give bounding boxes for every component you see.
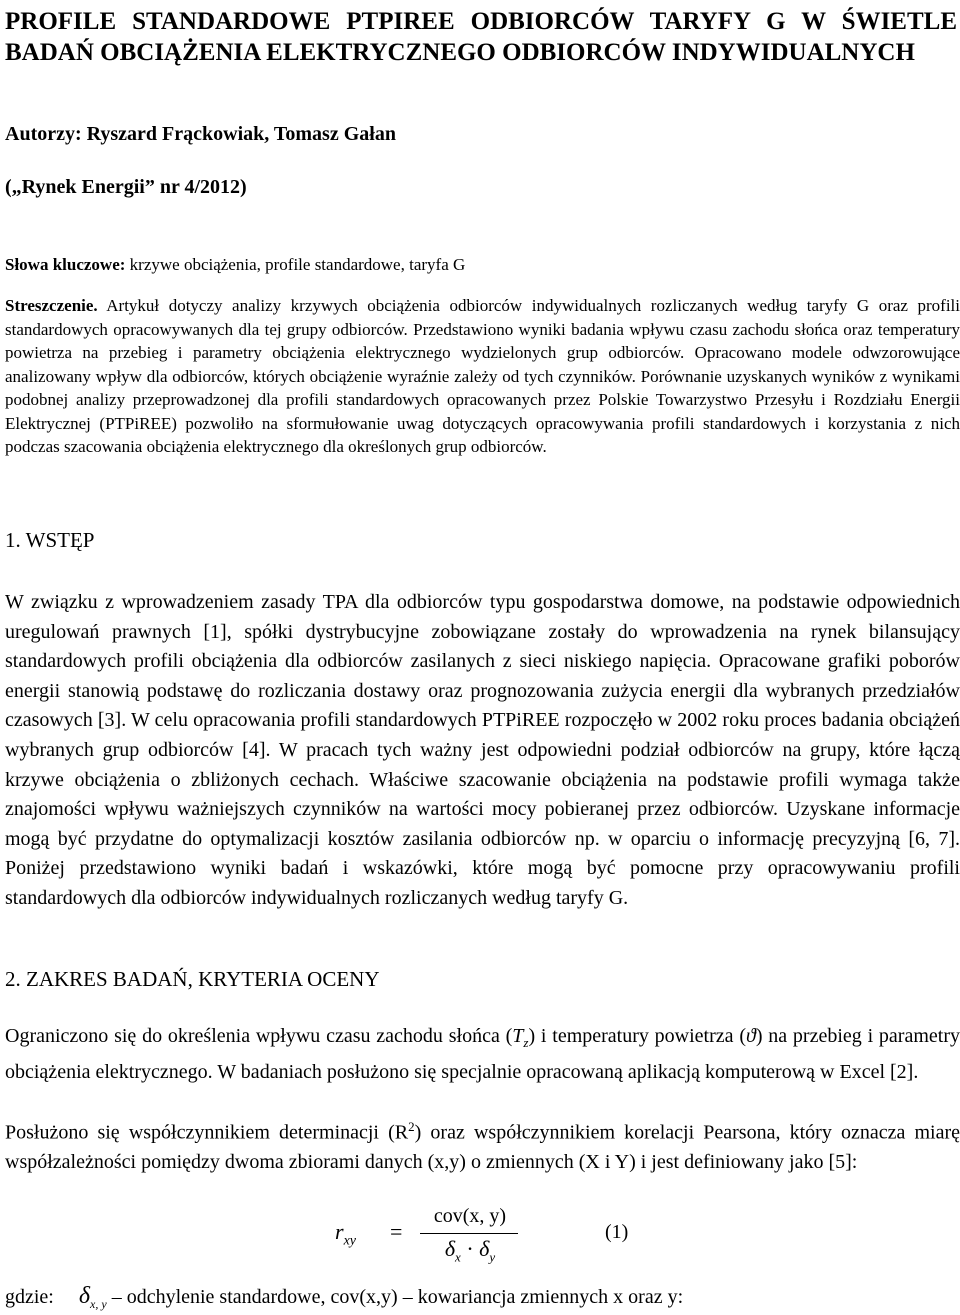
abstract-label: Streszczenie. <box>5 296 98 315</box>
s2p2-text-b: ) oraz współczynnikiem korelacji Pearsona, który oznacza miarę współzależności pomiędzy dwoma zbiorami danych (x,y) o zmiennych (X i Y) i jest definiowany jako [5]: <box>5 1121 960 1174</box>
section-2-heading: 2. ZAKRES BADAŃ, KRYTERIA OCENY <box>5 967 380 991</box>
formula-lhs <box>335 1219 356 1249</box>
tz-subscript: z <box>523 1035 529 1050</box>
section-1-paragraph: W związku z wprowadzeniem zasady TPA dla odbiorców typu gospodarstwa domowe, na podstawie odpowiednich uregulowań prawnych [1], spółki dystrybucyjne zobowiązane zostały do wprowadzenia na rynek bilansujący standardowych profili obciążenia dla odbiorców zasilanych z sieci niskiego napięcia. Opracowane grafiki poborów energii stanowią podstawę do rozliczania dostawy oraz prognozowania zużycia energii dla wybranych przedziałów czasowych [3]. W celu opracowania profili standardowych PTPiREE rozpoczęło w 2002 roku proces badania obciążeń wybranych grup odbiorców [4]. W pracach tych ważny jest odpowiedni podział odbiorców na grupy, które łączą krzywe obciążenia o zbliżonych cechach. Właściwe szacowanie obciążenia na podstawie profili wymaga także znajomości wpływu ważniejszych czynników na wartości mocy pobieranej przez odbiorców. Uzyskane informacje mogą być przydatne do optymalizacji kosztów zasilania odbiorców np. w oparciu o informację precyzyjną [6, 7]. Poniżej przedstawiono wyniki badań i wskazówki, które mogą być pomocne przy opracowywaniu profili standardowych dla odbiorców indywidualnych rozliczanych według taryfy G. <box>5 591 960 909</box>
keywords-text: krzywe obciążenia, profile standardowe, taryfa G <box>125 255 466 274</box>
theta-symbol: ϑ <box>745 1025 756 1047</box>
abstract-paragraph <box>5 294 960 459</box>
fraction-bar <box>420 1233 518 1234</box>
where-delta-subscript: x, y <box>90 1297 107 1311</box>
tz-symbol: T <box>512 1025 524 1047</box>
s2p1-text-b: ) i temperatury powietrza ( <box>528 1025 746 1047</box>
formula-r-subscript: xy <box>343 1233 356 1249</box>
keywords-line <box>5 255 465 275</box>
s2p2-text-a: Posłużono się współczynnikiem determinacji (R <box>5 1121 409 1144</box>
section-2-paragraph-2 <box>5 1112 960 1178</box>
equation-number: (1) <box>605 1221 629 1243</box>
section-2-paragraph-1 <box>5 1022 960 1087</box>
formula-numerator: cov(x, y) <box>433 1205 507 1227</box>
r-squared-superscript: 2 <box>408 1119 415 1134</box>
formula-equals: = <box>390 1219 403 1244</box>
s2p1-text-a: Ograniczono się do określenia wpływu czasu zachodu słońca ( <box>5 1025 513 1047</box>
where-line <box>5 1283 683 1312</box>
paper-title: PROFILE STANDARDOWE PTPIREE ODBIORCÓW TARYFY G W ŚWIETLE BADAŃ OBCIĄŻENIA ELEKTRYCZNEGO ODBIORCÓW INDYWIDUALNYCH <box>5 8 957 66</box>
abstract-text: Artykuł dotyczy analizy krzywych obciążenia odbiorców indywidualnych rozliczanych według taryfy G oraz profili standardowych opracowywanych dla tej grupy odbiorców. Przedstawiono wyniki badania wpływu czasu zachodu słońca oraz temperatury powietrza na przebieg i parametry obciążenia elektrycznego wydzielonych grup odbiorców. Opracowano modele odwzorowujące analizowany wpływ dla odbiorców, których obciążenie wyraźnie zależy od tych czynników. Porównanie uzyskanych wyników z wynikami podobnej analizy przeprowadzonej dla profili standardowych opracowanych przez Polskie Towarzystwo Przesyłu i Rozdziału Energii Elektrycznej (PTPiREE) pozwoliło na sformułowanie uwag dotyczących opracowywania profili standardowych i korzystania z nich podczas szacowania obciążenia elektrycznego dla określonych grup odbiorców. <box>5 296 960 456</box>
source-line: („Rynek Energii” nr 4/2012) <box>5 176 247 198</box>
s2p1-text-c: ) na przebieg i parametry obciążenia elektrycznego. W badaniach posłużono się specjalnie opracowaną aplikacją komputerową w Excel [2]. <box>5 1025 960 1083</box>
section-1-heading: 1. WSTĘP <box>5 528 95 552</box>
den-sub-1: x <box>455 1249 461 1265</box>
formula-r: r <box>335 1219 344 1244</box>
den-sub-2: y <box>489 1249 496 1265</box>
den-dot: · <box>466 1236 474 1261</box>
where-prefix: gdzie: <box>5 1286 54 1308</box>
where-delta: δ <box>78 1283 91 1309</box>
keywords-label: Słowa kluczowe: <box>5 255 126 274</box>
where-text: – odchylenie standardowe, cov(x,y) – kowariancja zmiennych x oraz y: <box>106 1286 684 1308</box>
formula-denominator <box>420 1236 520 1265</box>
den-delta-1: δ <box>444 1236 456 1261</box>
authors-line: Autorzy: Ryszard Frąckowiak, Tomasz Gałan <box>5 123 396 145</box>
formula-fraction <box>420 1205 520 1265</box>
pearson-formula <box>335 1205 755 1275</box>
den-delta-2: δ <box>479 1236 490 1261</box>
